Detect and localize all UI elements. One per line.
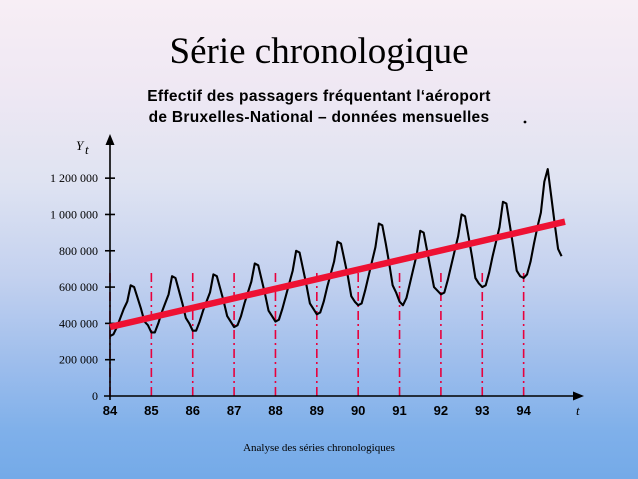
chart-subtitle-line-2: de Bruxelles-National – données mensuelles — [148, 109, 490, 126]
stray-dot — [524, 121, 527, 124]
y-tick-label-3: 600 000 — [59, 280, 98, 295]
trend-line — [110, 222, 565, 327]
x-tick-label-88: 88 — [268, 403, 283, 418]
y-tick-label-4: 800 000 — [59, 243, 98, 258]
y-tick-label-6: 1 200 000 — [50, 171, 98, 186]
y-axis-label: Y — [76, 138, 84, 153]
x-tick-label-90: 90 — [350, 403, 366, 418]
page-title: Série chronologique — [169, 31, 469, 72]
x-axis-label: t — [576, 403, 580, 418]
x-tick-label-85: 85 — [144, 403, 159, 418]
x-tick-label-91: 91 — [392, 403, 407, 418]
x-tick-label-86: 86 — [185, 403, 200, 418]
x-tick-label-89: 89 — [309, 403, 325, 418]
x-axis-arrow — [573, 392, 584, 401]
x-tick-label-87: 87 — [226, 403, 242, 418]
y-tick-label-2: 400 000 — [59, 316, 98, 331]
y-axis-arrow — [106, 134, 115, 145]
y-tick-label-5: 1 000 000 — [50, 207, 98, 222]
slide-footer: Analyse des séries chronologiques — [243, 442, 395, 454]
x-tick-label-93: 93 — [475, 403, 490, 418]
x-tick-label-84: 84 — [102, 403, 118, 418]
x-tick-label-94: 94 — [516, 403, 531, 418]
x-tick-label-92: 92 — [433, 403, 449, 418]
y-axis-label-subscript: t — [85, 142, 89, 157]
chart-subtitle-line-1: Effectif des passagers fréquentant l‘aéroport — [147, 88, 491, 105]
y-tick-label-1: 200 000 — [59, 352, 98, 367]
y-tick-label-0: 0 — [92, 389, 98, 403]
